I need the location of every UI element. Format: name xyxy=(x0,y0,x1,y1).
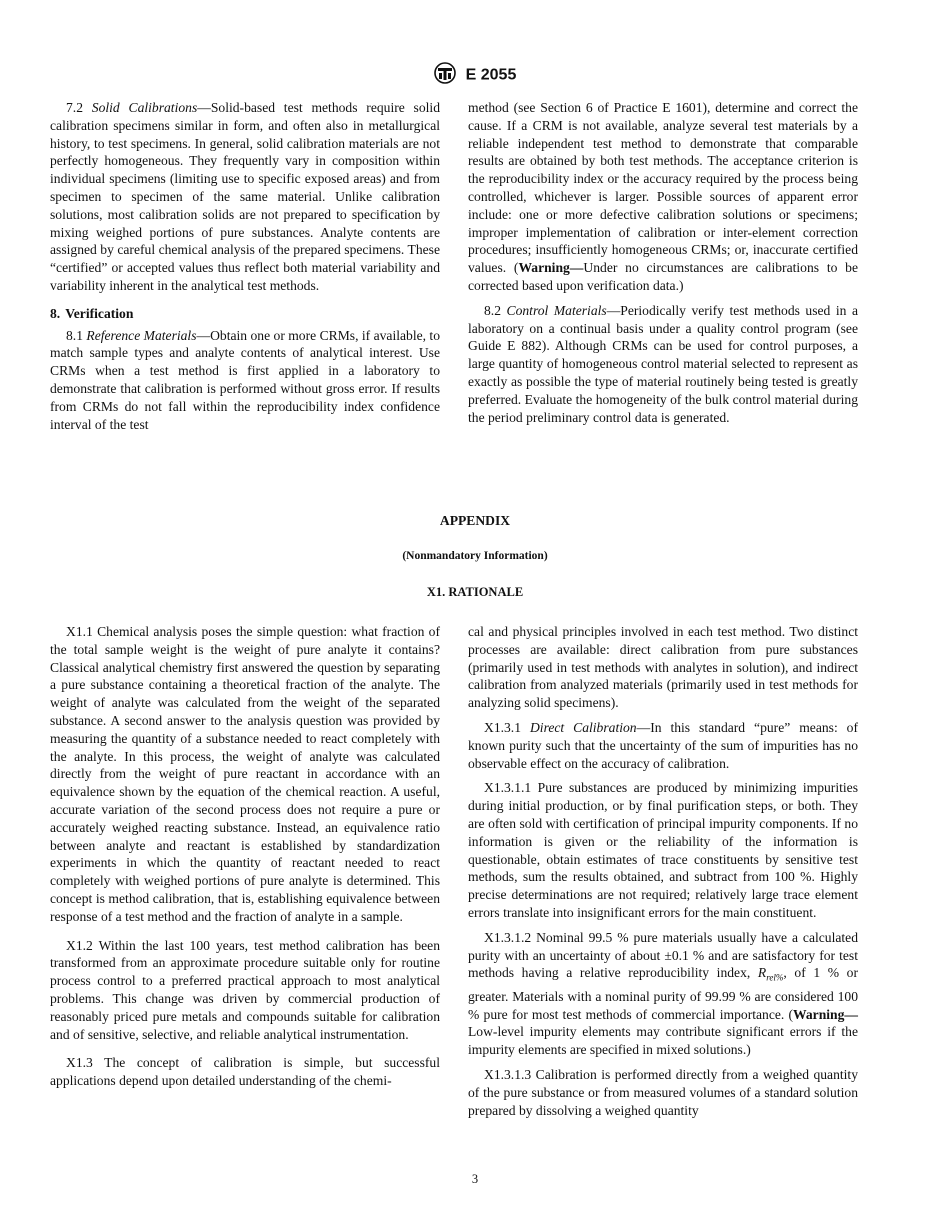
paragraph-x1-3-1-1: X1.3.1.1 Pure substances are produced by minimizing impurities during initial production, or by final purification steps, or both. They are often sold with certification of principal impurity components. If no information is given or the reliability of the information is questionable, obtain estimates of trace constituents by sensitive test methods, sum the results obtained, and subtract from 100 %. Highly precise determinations are not required; relatively large trace element errors translate into insignificant errors for the main constituent. xyxy=(468,780,858,920)
section-title: Direct Calibration xyxy=(529,719,637,735)
page-header xyxy=(0,62,950,89)
column-right-top xyxy=(468,99,858,433)
paragraph-x1-3-continued: cal and physical principles involved in each test method. Two distinct processes are available: direct calibration from pure substances (primarily used in test methods with analytes in solution), and indirect calibration from analyzed materials (primarily used in test methods for analyzing solid specimens). xyxy=(468,624,858,711)
column-left-top xyxy=(50,99,440,440)
paragraph-x1-3-1-2: X1.3.1.2 Nominal 99.5 % pure materials usually have a calculated purity with an uncertainty of about ±0.1 % and are satisfactory for test methods having a relative reproducibility index, $R_{rel\%}$, of 1 % or greater. Materials with a nominal purity of 99.99 % are considered 100 % pure for most test methods of commercial importance. (Warning—Low-level impurity elements may contribute significant errors if the impurity elements are specified in mixed solutions.) xyxy=(468,929,858,1058)
paragraph-8-1 xyxy=(50,327,440,434)
section-8-heading: 8. Verification xyxy=(50,305,134,321)
section-title: Reference Materials xyxy=(86,327,197,343)
section-number: 8.1 xyxy=(66,327,83,343)
section-title: Solid Calibrations xyxy=(91,100,198,115)
paragraph-text: —Periodically verify test methods used in a laboratory on a continual basis under a quality control program (see Guide E 882). Although CRMs can be used for control purposes, a large quantity of homogeneous control material selected to represent as exactly as possible the type of material routinely being tested is greatly preferred. Evaluate the homogeneity of the bulk control material during the period preliminary control data is generated. xyxy=(468,302,858,425)
paragraph-x1-3: X1.3 The concept of calibration is simple, but successful applications depend upon detailed understanding of the chemi- xyxy=(50,1055,440,1089)
appendix-section-title: X1. RATIONALE xyxy=(426,585,524,599)
astm-logo-icon xyxy=(434,62,456,89)
paragraph-x1-3-1: X1.3.1 Direct Calibration—In this standard “pure” means: of known purity such that the uncertainty of the sum of impurities has no observable effect on the accuracy of calibration. xyxy=(468,719,858,771)
paragraph-8-2 xyxy=(468,302,858,427)
paragraph-7-2 xyxy=(50,99,440,295)
page-number: 3 xyxy=(471,1172,479,1186)
appendix-subtitle: (Nonmandatory Information) xyxy=(402,550,548,562)
column-right-bottom xyxy=(468,623,858,1126)
appendix-title: APPENDIX xyxy=(439,513,511,528)
paragraph-8-1-continued: method (see Section 6 of Practice E 1601), determine and correct the cause. If a CRM is not available, analyze several test materials by a reliable independent test method to demonstrate that comparable results are obtained by both test methods. The acceptance criterion is the reproducibility index or the accuracy required by the process being controlled, whichever is larger. Possible sources of apparent error include: one or more defective calibration solutions or specimens; improper implementation of calibration or inter-element correction procedures; insufficiently homogeneous CRMs; or, inaccurate certified values. (Warning—Under no circumstances are calibrations to be corrected based upon verification data.) xyxy=(468,100,858,293)
paragraph-x1-1: X1.1 Chemical analysis poses the simple question: what fraction of the total sample weight is the weight of pure analyte it contains? Classical analytical chemistry first answered the question by separating a pure substance containing a theoretical fraction of the analyte. The weight of analyte was calculated from the weight of the separated substance. A second answer to the analysis question was provided by measuring the quantity of a substance needed to react completely with the analyte. In this process, the weight of analyte was calculated directly from the weight of pure reactant in accordance with an equivalence shown by the equation of the chemical reaction. A useful, accurate variation of the second process does not require a pure or accurately weighed reacting substance. Instead, an equivalence ratio between analyte and reactant is established by standardization experiments in which the quantity of reactant needed to react completely with weighed portions of pure analyte is determined. This concept is method calibration, that is, establishing equivalence between response of a test method and the fraction of analyte in a sample. xyxy=(50,624,440,924)
paragraph-text: —Solid-based test methods require solid calibration specimens similar in form, and often also in metallurgical history, to test specimens. In general, solid calibration materials are not perfectly homogeneous. They frequently vary in composition within individual specimens (limiting use to specific exposed areas) and from specimen to specimen of the same material. Unlike calibration solutions, most calibration solids are not prepared to specification by mixing weighed portions of pure substances. Analyte contents are assigned by careful chemical analysis of the prepared specimens. These “certified” or accepted values thus reflect both material variability and variability inherent in the analytical test methods. xyxy=(50,100,440,293)
warning-label: Warning— xyxy=(518,260,584,276)
warning-label: Warning— xyxy=(793,1006,858,1022)
paragraph-text: —Obtain one or more CRMs, if available, to match sample types and analyte contents of analytical interest. Use CRMs when a test method is first applied in a laboratory to demonstrate that calibration is performed without gross error. If results from CRMs do not fall within the reproducibility index confidence interval of the test xyxy=(50,327,441,432)
paragraph-x1-3-1-3: X1.3.1.3 Calibration is performed directly from a weighed quantity of the pure substance or from measured volumes of a standard solution prepared by dissolving a weighed quantity xyxy=(468,1067,858,1118)
paragraph-x1-2: X1.2 Within the last 100 years, test method calibration has been transformed from an approximate procedure suitable only for routine process control to a preferred practical approach to most analytical problems. This change was driven by commercial production of reasonably priced pure metals and compounds suitable for calibration and of sensitive, selective, and reliable analytical instrumentation. xyxy=(50,937,440,1042)
section-title: Control Materials xyxy=(506,302,607,318)
section-number: 8.2 xyxy=(484,302,501,318)
column-left-bottom xyxy=(50,623,440,1097)
standard-designation: E 2055 xyxy=(465,66,517,84)
section-number: 7.2 xyxy=(66,100,83,115)
